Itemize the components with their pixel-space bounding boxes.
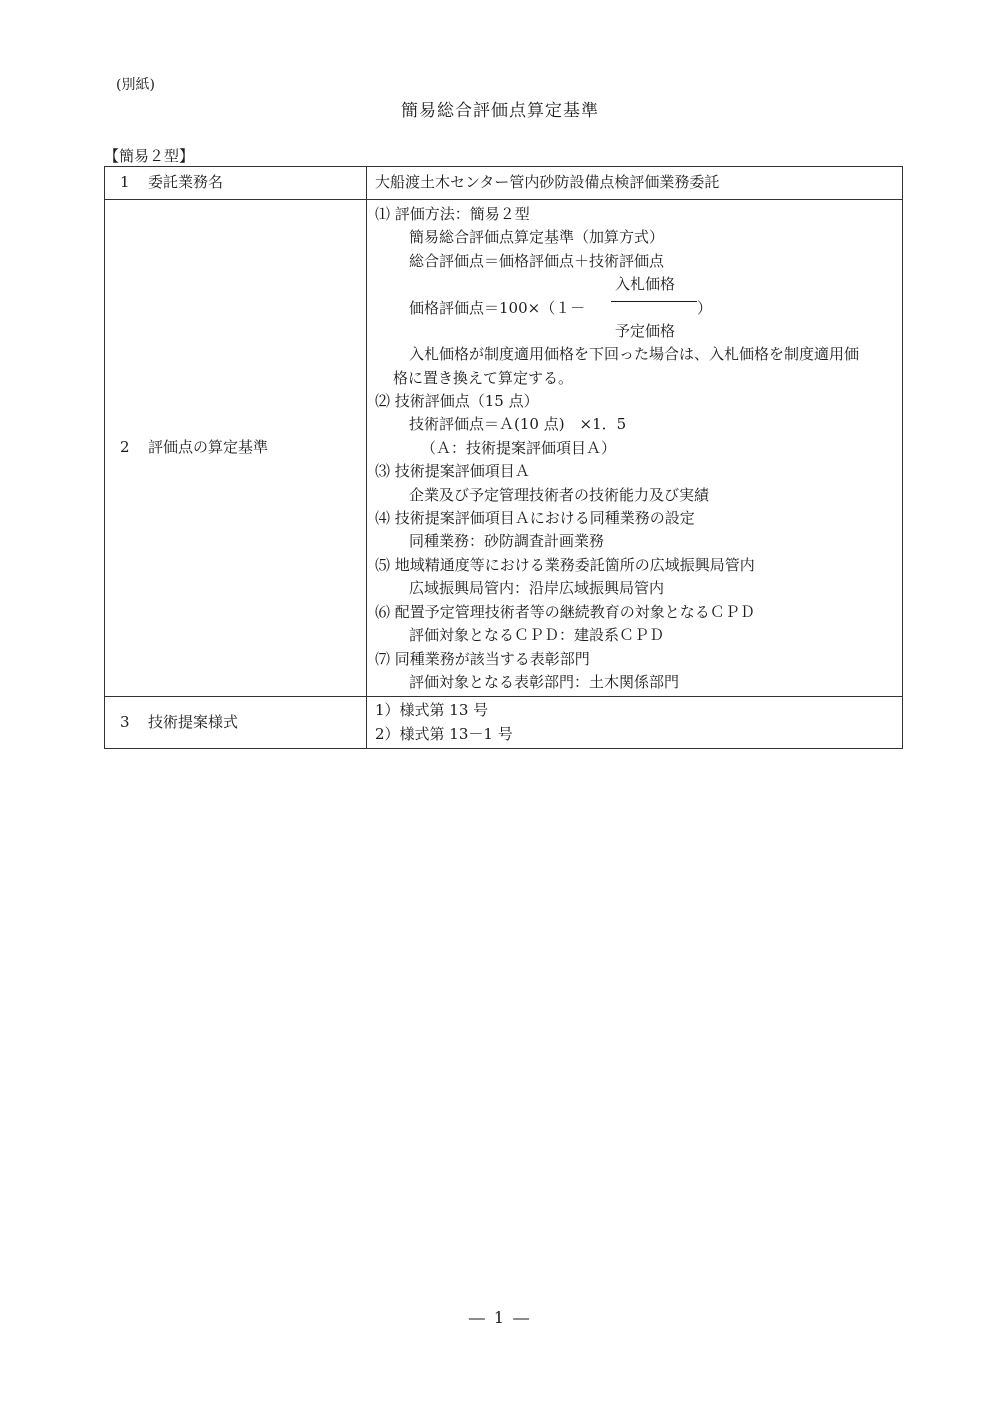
price-formula bbox=[375, 273, 898, 343]
item-line: 評価対象となるＣＰＤ：建設系ＣＰＤ bbox=[409, 626, 665, 645]
item-line: 技術評価点＝Ａ(10 点) ×1．5 bbox=[409, 415, 627, 434]
item-line: 企業及び予定管理技術者の技術能力及び実績 bbox=[409, 485, 710, 504]
row-label: 委託業務名 bbox=[148, 173, 224, 192]
attachment-label: (別紙) bbox=[116, 77, 155, 93]
formula-right: ） bbox=[697, 299, 713, 318]
row-label: 技術提案様式 bbox=[148, 713, 239, 732]
item-heading: ⑷ 技術提案評価項目Ａにおける同種業務の設定 bbox=[375, 509, 695, 528]
row-label: 評価点の算定基準 bbox=[148, 438, 269, 457]
table-row bbox=[105, 167, 903, 200]
item-heading: ⑵ 技術評価点（15 点） bbox=[375, 392, 539, 411]
item-line: 評価対象となる表彰部門：土木関係部門 bbox=[409, 672, 680, 691]
page-number: ― 1 ― bbox=[468, 1308, 532, 1327]
item-note: 格に置き換えて算定する。 bbox=[393, 368, 574, 387]
criteria-table bbox=[104, 166, 903, 749]
item-line: 総合評価点＝価格評価点＋技術評価点 bbox=[409, 251, 665, 270]
formula-denominator: 予定価格 bbox=[614, 322, 675, 341]
item-note: 入札価格が制度適用価格を下回った場合は、入札価格を制度適用価 bbox=[409, 345, 860, 364]
row-label-cell bbox=[105, 200, 367, 697]
row-content-cell bbox=[367, 167, 903, 200]
page-title: 簡易総合評価点算定基準 bbox=[401, 101, 599, 121]
row-label-cell bbox=[105, 167, 367, 200]
item-line: 簡易総合評価点算定基準（加算方式） bbox=[409, 228, 665, 247]
table-row bbox=[105, 697, 903, 749]
item-heading: ⑸ 地域精通度等における業務委託箇所の広域振興局管内 bbox=[375, 555, 755, 574]
item-line: 広域振興局管内：沿岸広域振興局管内 bbox=[409, 579, 665, 598]
item-heading: ⑴ 評価方法：簡易２型 bbox=[375, 205, 530, 223]
formula-numerator: 入札価格 bbox=[614, 275, 675, 294]
row-number: 2 bbox=[120, 438, 130, 457]
row-content-cell bbox=[367, 200, 903, 697]
item-heading: ⑺ 同種業務が該当する表彰部門 bbox=[375, 649, 590, 668]
type-label: 【簡易２型】 bbox=[104, 147, 195, 165]
fraction-bar bbox=[611, 301, 697, 302]
item-line: （Ａ：技術提案評価項目Ａ） bbox=[421, 438, 617, 457]
table-row bbox=[105, 200, 903, 697]
row-content-cell bbox=[367, 697, 903, 749]
item-heading: ⑹ 配置予定管理技術者等の継続教育の対象となるＣＰＤ bbox=[375, 602, 755, 621]
form-item: 1）様式第 13 号 bbox=[375, 701, 489, 720]
item-heading: ⑶ 技術提案評価項目Ａ bbox=[375, 462, 530, 481]
formula-left: 価格評価点＝100×（１－ bbox=[409, 299, 586, 318]
row-number: 3 bbox=[120, 713, 130, 732]
row-label-cell bbox=[105, 697, 367, 749]
form-item: 2）様式第 13－1 号 bbox=[375, 724, 513, 743]
project-name: 大船渡土木センター管内砂防設備点検評価業務委託 bbox=[375, 173, 720, 192]
item-line: 同種業務：砂防調査計画業務 bbox=[409, 532, 605, 551]
row-number: 1 bbox=[120, 173, 130, 192]
